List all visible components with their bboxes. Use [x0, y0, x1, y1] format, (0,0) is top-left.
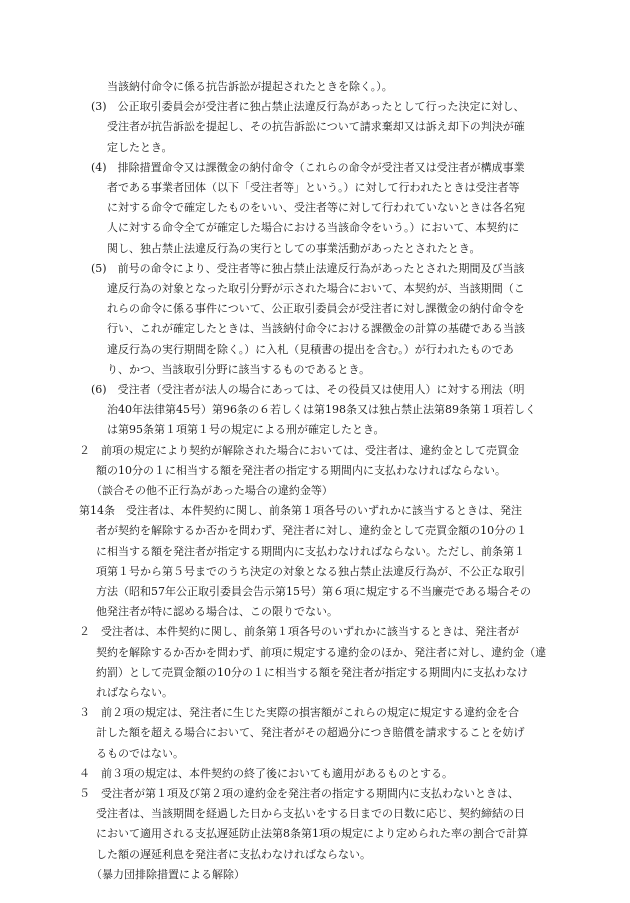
list-item-number: (5) 前号の命令により、受注者等に独占禁止法違反行為があったとされた期間及び当該 — [91, 261, 525, 275]
list-item-number: (4) 排除措置命令又は課徴金の納付命令（これらの命令が受注者又は受注者が構成事業 — [91, 160, 525, 174]
text-line: 約罰）として売買金額の10分の１に相当する額を発注者が指定する期間内に支払わなけ — [96, 665, 528, 679]
list-item-number: (6) 受注者（受注者が法人の場合にあっては、その役員又は使用人）に対する刑法（明 — [91, 383, 525, 396]
text-line: 治40年法律第45号）第96条の６若しくは第198条又は独占禁止法第89条第１項若しく — [107, 403, 536, 417]
text-line: 額の10分の１に相当する額を発注者の指定する期間内に支払わなければならない。 — [96, 463, 506, 477]
paragraph-number: ２ 前項の規定により契約が解除された場合においては、受注者は、違約金として売買金 — [79, 443, 519, 457]
text-line: 受注者は、当該期間を経過した日から支払いをする日までの日数に応じ、契約締結の日 — [96, 807, 525, 821]
text-line: において適用される支払遅延防止法第8条第1項の規定により定められた率の割合で計算 — [96, 827, 528, 841]
text-line: に相当する額を発注者が指定する期間内に支払わなければならない。ただし、前条第１ — [96, 544, 525, 558]
article-number: 第14条 受注者は、本件契約に関し、前条第１項各号のいずれかに該当するときは、発注 — [79, 504, 522, 518]
text-line: した額の遅延利息を発注者に支払わなければならない。 — [96, 847, 371, 861]
text-line: 違反行為の実行期間を除く。）に入札（見積書の提出を含む。）が行われたものであ — [107, 342, 514, 356]
text-line: ればならない。 — [96, 686, 173, 699]
text-line: に対する命令で確定したものをいい、受注者等に対して行われていないときは各名宛 — [107, 201, 525, 215]
text-line: 当該納付命令に係る抗告訴訟が提起されたときを除く。）。 — [107, 80, 393, 93]
text-line: 行い、これが確定したときは、当該納付命令における課徴金の計算の基礎である当該 — [107, 322, 525, 336]
text-line: 方法（昭和57年公正取引委員会告示第15号）第６項に規定する不当廉売である場合その — [96, 585, 531, 598]
text-line: れらの命令に係る事件について、公正取引委員会が受注者に対し課徴金の納付命令を — [107, 302, 525, 316]
text-line: 違反行為の対象となった取引分野が示された場合において、本契約が、当該期間（こ — [107, 282, 525, 295]
text-line: は第95条第１項第１号の規定による刑が確定したとき。 — [107, 423, 385, 437]
paragraph-number: ３ 前２項の規定は、発注者に生じた実際の損害額がこれらの規定に規定する違約金を合 — [79, 706, 519, 720]
text-line: 受注者が抗告訴訟を提起し、その抗告訴訟について請求棄却又は訴え却下の判決が確 — [107, 120, 525, 134]
paragraph-number: ５ 受注者が第１項及び第２項の違約金を発注者の指定する期間内に支払わないときは、 — [79, 787, 519, 800]
article-heading: （談合その他不正行為があった場合の違約金等） — [91, 484, 333, 497]
text-line: 項第１号から第５号までのうち決定の対象となる独占禁止法違反行為が、不公正な取引 — [96, 564, 525, 578]
text-line: 定したとき。 — [107, 140, 173, 154]
text-line: 者が契約を解除するか否かを問わず、発注者に対し、違約金として売買金額の10分の１ — [96, 524, 528, 538]
text-line: 計した額を超える場合において、発注者がその超過分につき賠償を請求することを妨げ — [96, 726, 525, 740]
list-item-number: (3) 公正取引委員会が受注者に独占禁止法違反行為があったとして行った決定に対し、 — [91, 100, 525, 114]
text-line: 者である事業者団体（以下「受注者等」という。）に対して行われたときは受注者等 — [107, 181, 520, 194]
text-line: 関し、独占禁止法違反行為の実行としての事業活動があったとされたとき。 — [107, 241, 481, 255]
paragraph-number: ２ 受注者は、本件契約に関し、前条第１項各号のいずれかに該当するときは、発注者が — [79, 625, 519, 639]
text-line: り、かつ、当該取引分野に該当するものであるとき。 — [107, 362, 371, 376]
text-line: 人に対する命令全てが確定した場合における当該命令をいう。）において、本契約に — [107, 221, 520, 235]
text-line: 契約を解除するか否かを問わず、前項に規定する違約金のほか、発注者に対し、違約金（違 — [96, 645, 547, 659]
paragraph-number: ４ 前３項の規定は、本件契約の終了後においても適用があるものとする。 — [79, 766, 453, 780]
text-line: 他発注者が特に認める場合は、この限りでない。 — [96, 605, 338, 619]
text-line: るものではない。 — [96, 746, 184, 760]
article-heading: （暴力団排除措置による解除） — [91, 867, 245, 881]
